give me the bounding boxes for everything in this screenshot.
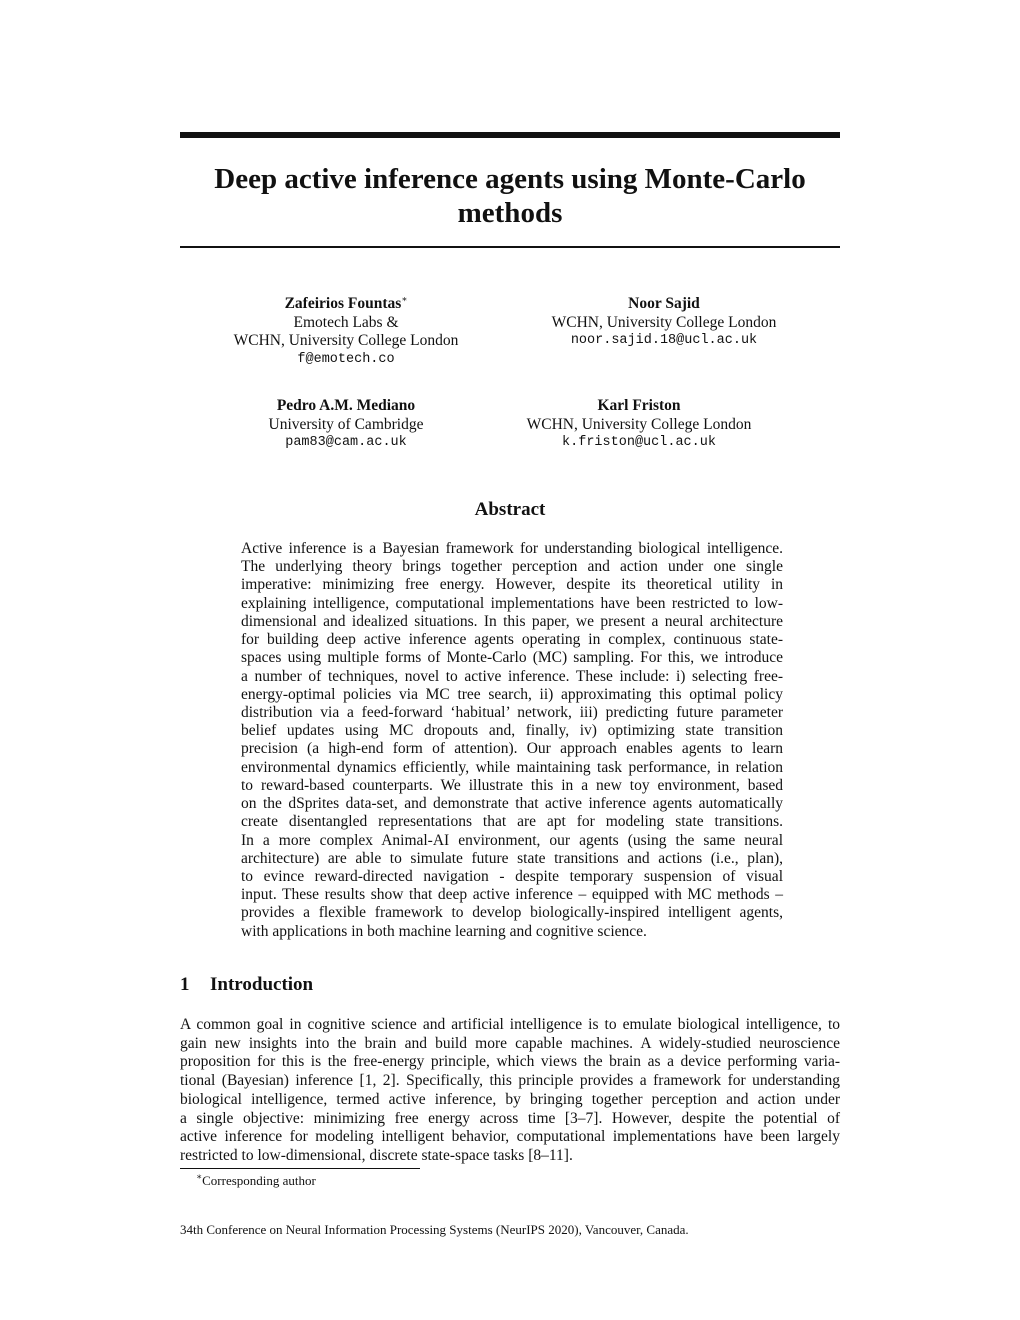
- abstract-line: distribution via a feed-forward ‘habitual’ network, iii) predicting future parameter: [241, 703, 783, 721]
- intro-line: active inference for modeling intelligent behavior, computational implementations have been largely: [180, 1128, 840, 1146]
- author-email[interactable]: f@emotech.co: [297, 351, 395, 367]
- abstract-line: belief updates using MC dropouts and, finally, iv) optimizing state transition: [241, 722, 783, 740]
- intro-line: gain new insights into the brain and build more capable machines. A widely-studied neuroscience: [180, 1034, 840, 1052]
- author-block: [479, 397, 799, 453]
- title-line: methods: [457, 197, 563, 229]
- footnote: [196, 1172, 316, 1190]
- abstract-line: The underlying theory brings together perception and action under one single: [241, 558, 783, 576]
- abstract-line: Active inference is a Bayesian framework for understanding biological intelligence.: [241, 540, 783, 557]
- intro-line: a single objective: minimizing free energy across time [3–7]. However, despite the potential of: [180, 1109, 840, 1127]
- abstract-line: architecture) are able to simulate future state transitions and actions (i.e., plan),: [241, 849, 783, 867]
- abstract-line: energy-optimal policies via MC tree search, ii) approximating this optimal policy: [241, 685, 783, 703]
- abstract-line: for building deep active inference agents operating in complex, continuous state-: [241, 631, 783, 649]
- author-affiliation: WCHN, University College London: [233, 332, 459, 349]
- intro-line: proposition for this is the free-energy principle, which views the brain as a device performing varia-: [180, 1053, 840, 1071]
- abstract-line: dimensional and idealized situations. In this paper, we present a neural architecture: [241, 612, 783, 630]
- title-line: Deep active inference agents using Monte-Carlo: [214, 163, 806, 195]
- author-affiliation: University of Cambridge: [268, 415, 424, 433]
- author-block: [186, 295, 506, 369]
- author-email[interactable]: k.friston@ucl.ac.uk: [562, 435, 716, 450]
- author-name: Karl Friston: [597, 397, 681, 414]
- author-block: [504, 295, 824, 351]
- intro-line: tional (Bayesian) inference [1, 2]. Specifically, this principle provides a framework for understanding: [180, 1072, 840, 1090]
- section-number: 1: [180, 974, 190, 995]
- abstract-line: environmental dynamics efficiently, while maintaining task performance, in relation: [241, 758, 783, 776]
- title-top-rule: [180, 132, 840, 138]
- footnote-mark: ∗: [196, 1171, 203, 1182]
- intro-line: biological intelligence, termed active inference, by bringing together perception and action under: [180, 1090, 840, 1108]
- author-name: Pedro A.M. Mediano: [276, 397, 416, 414]
- abstract-line: on the dSprites data-set, and demonstrate that active inference agents automatically: [241, 795, 783, 813]
- title-bottom-rule: [180, 246, 840, 248]
- footnote-text: Corresponding author: [202, 1173, 316, 1188]
- abstract-line: precision (a high-end form of attention). Our approach enables agents to learn: [241, 740, 783, 758]
- abstract-line: a number of techniques, novel to active inference. These include: i) selecting free-: [241, 667, 783, 685]
- footnote-mark: ∗: [401, 293, 408, 304]
- conference-note: 34th Conference on Neural Information Processing Systems (NeurIPS 2020), Vancouver, Canada.: [180, 1222, 689, 1237]
- abstract-line: imperative: minimizing free energy. However, despite its theoretical utility in: [241, 576, 783, 594]
- footnote-rule: [180, 1168, 420, 1169]
- author-name: Noor Sajid: [628, 295, 700, 312]
- abstract-line: with applications in both machine learning and cognitive science.: [241, 922, 647, 940]
- abstract-line: input. These results show that deep active inference – equipped with MC methods –: [241, 886, 783, 904]
- section-heading: [180, 973, 313, 997]
- abstract-body: [241, 540, 783, 941]
- intro-line: A common goal in cognitive science and artificial intelligence is to emulate biological intelligence, to: [180, 1016, 840, 1033]
- abstract-line: explaining intelligence, computational implementations have been restricted to low-: [241, 594, 783, 612]
- abstract-line: provides a flexible framework to develop biologically-inspired intelligent agents,: [241, 904, 783, 922]
- abstract-line: to reward-based counterparts. We illustrate this in a new toy environment, based: [241, 776, 783, 794]
- section-title: Introduction: [210, 974, 314, 995]
- abstract-line: In a more complex Animal-AI environment, our agents (using the same neural: [241, 831, 783, 849]
- abstract-line: create disentangled representations that are apt for modeling state transitions.: [241, 813, 783, 831]
- author-email[interactable]: noor.sajid.18@ucl.ac.uk: [570, 333, 758, 348]
- intro-line: restricted to low-dimensional, discrete state-space tasks [8–11].: [180, 1146, 573, 1164]
- author-affiliation: Emotech Labs &: [293, 313, 399, 331]
- abstract-line: to evince reward-directed navigation - despite temporary suspension of visual: [241, 867, 783, 885]
- author-name: Zafeirios Fountas: [284, 295, 402, 312]
- paper-title: [180, 162, 840, 230]
- author-affiliation: WCHN, University College London: [551, 313, 777, 331]
- abstract-heading: Abstract: [474, 499, 546, 520]
- introduction-paragraph: [180, 1016, 840, 1166]
- abstract-line: spaces using multiple forms of Monte-Carlo (MC) sampling. For this, we introduce: [241, 649, 783, 667]
- author-block: [186, 397, 506, 453]
- author-affiliation: WCHN, University College London: [526, 415, 752, 433]
- author-email[interactable]: pam83@cam.ac.uk: [285, 435, 407, 450]
